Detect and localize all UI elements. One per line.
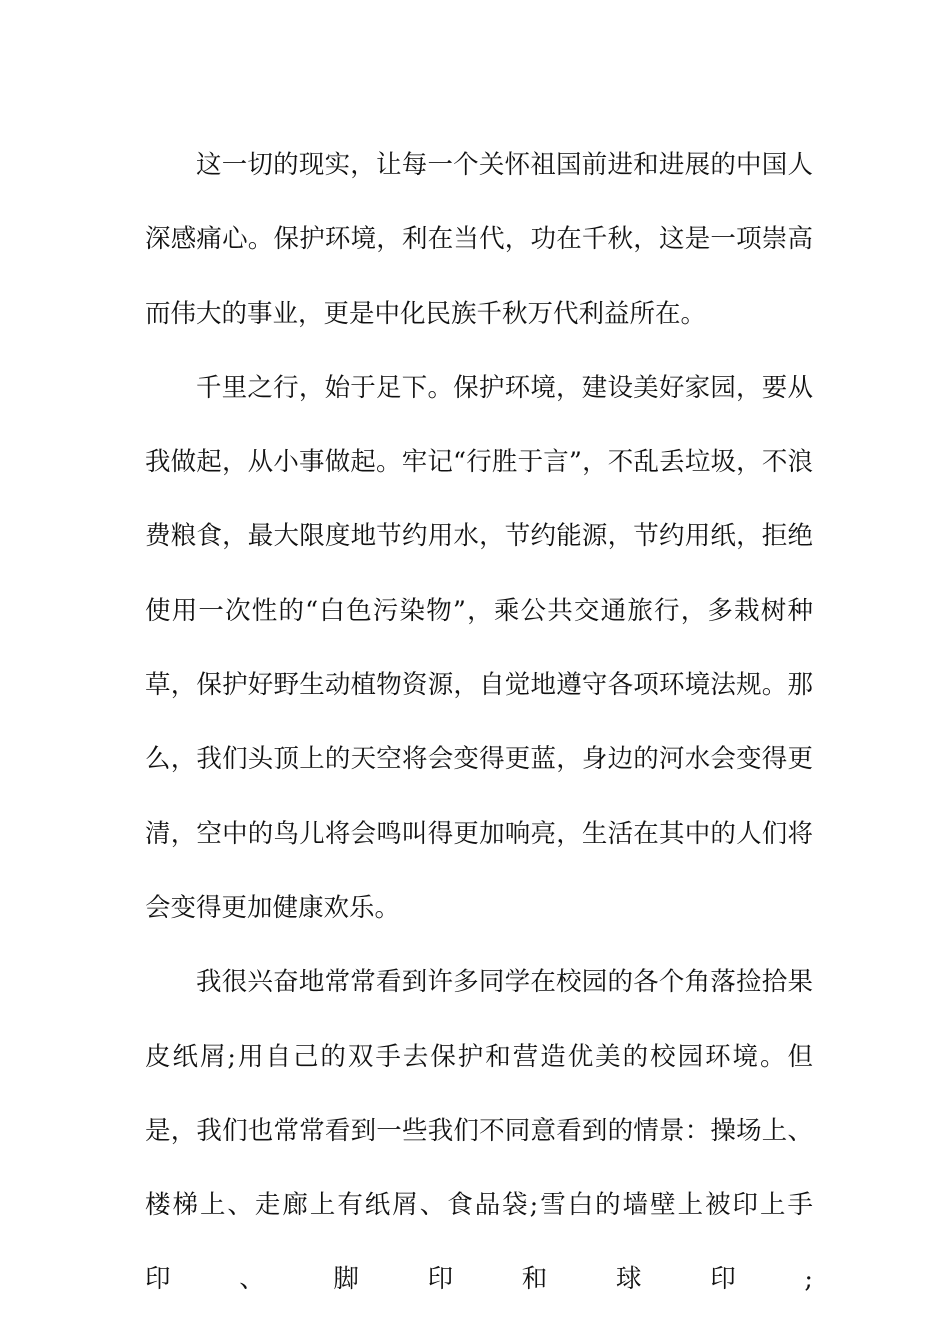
paragraph-2: 千里之行，始于足下。保护环境，建设美好家园，要从我做起，从小事做起。牢记“行胜于言”，不乱丢垃圾，不浪费粮食，最大限度地节约用水，节约能源，节约用纸，拒绝使用一次性的“白色污染物”，乘公共交通旅行，多栽树种草，保护好野生动植物资源，自觉地遵守各项环境法规。那么，我们头顶上的天空将会变得更蓝，身边的河水会变得更清，空中的鸟儿将会鸣叫得更加响亮，生活在其中的人们将会变得更加健康欢乐。 [145, 372, 813, 923]
paragraph-1: 这一切的现实，让每一个关怀祖国前进和进展的中国人深感痛心。保护环境，利在当代，功在千秋，这是一项崇高而伟大的事业，更是中化民族千秋万代利益所在。 [145, 150, 813, 329]
paragraph-3: 我很兴奋地常常看到许多同学在校园的各个角落捡拾果皮纸屑;用自己的双手去保护和营造优美的校园环境。但是，我们也常常看到一些我们不同意看到的情景：操场上、楼梯上、走廊上有纸屑、食品袋;雪白的墙壁上被印上手印、脚印和球印; [145, 967, 813, 1295]
document-body [145, 128, 813, 1317]
